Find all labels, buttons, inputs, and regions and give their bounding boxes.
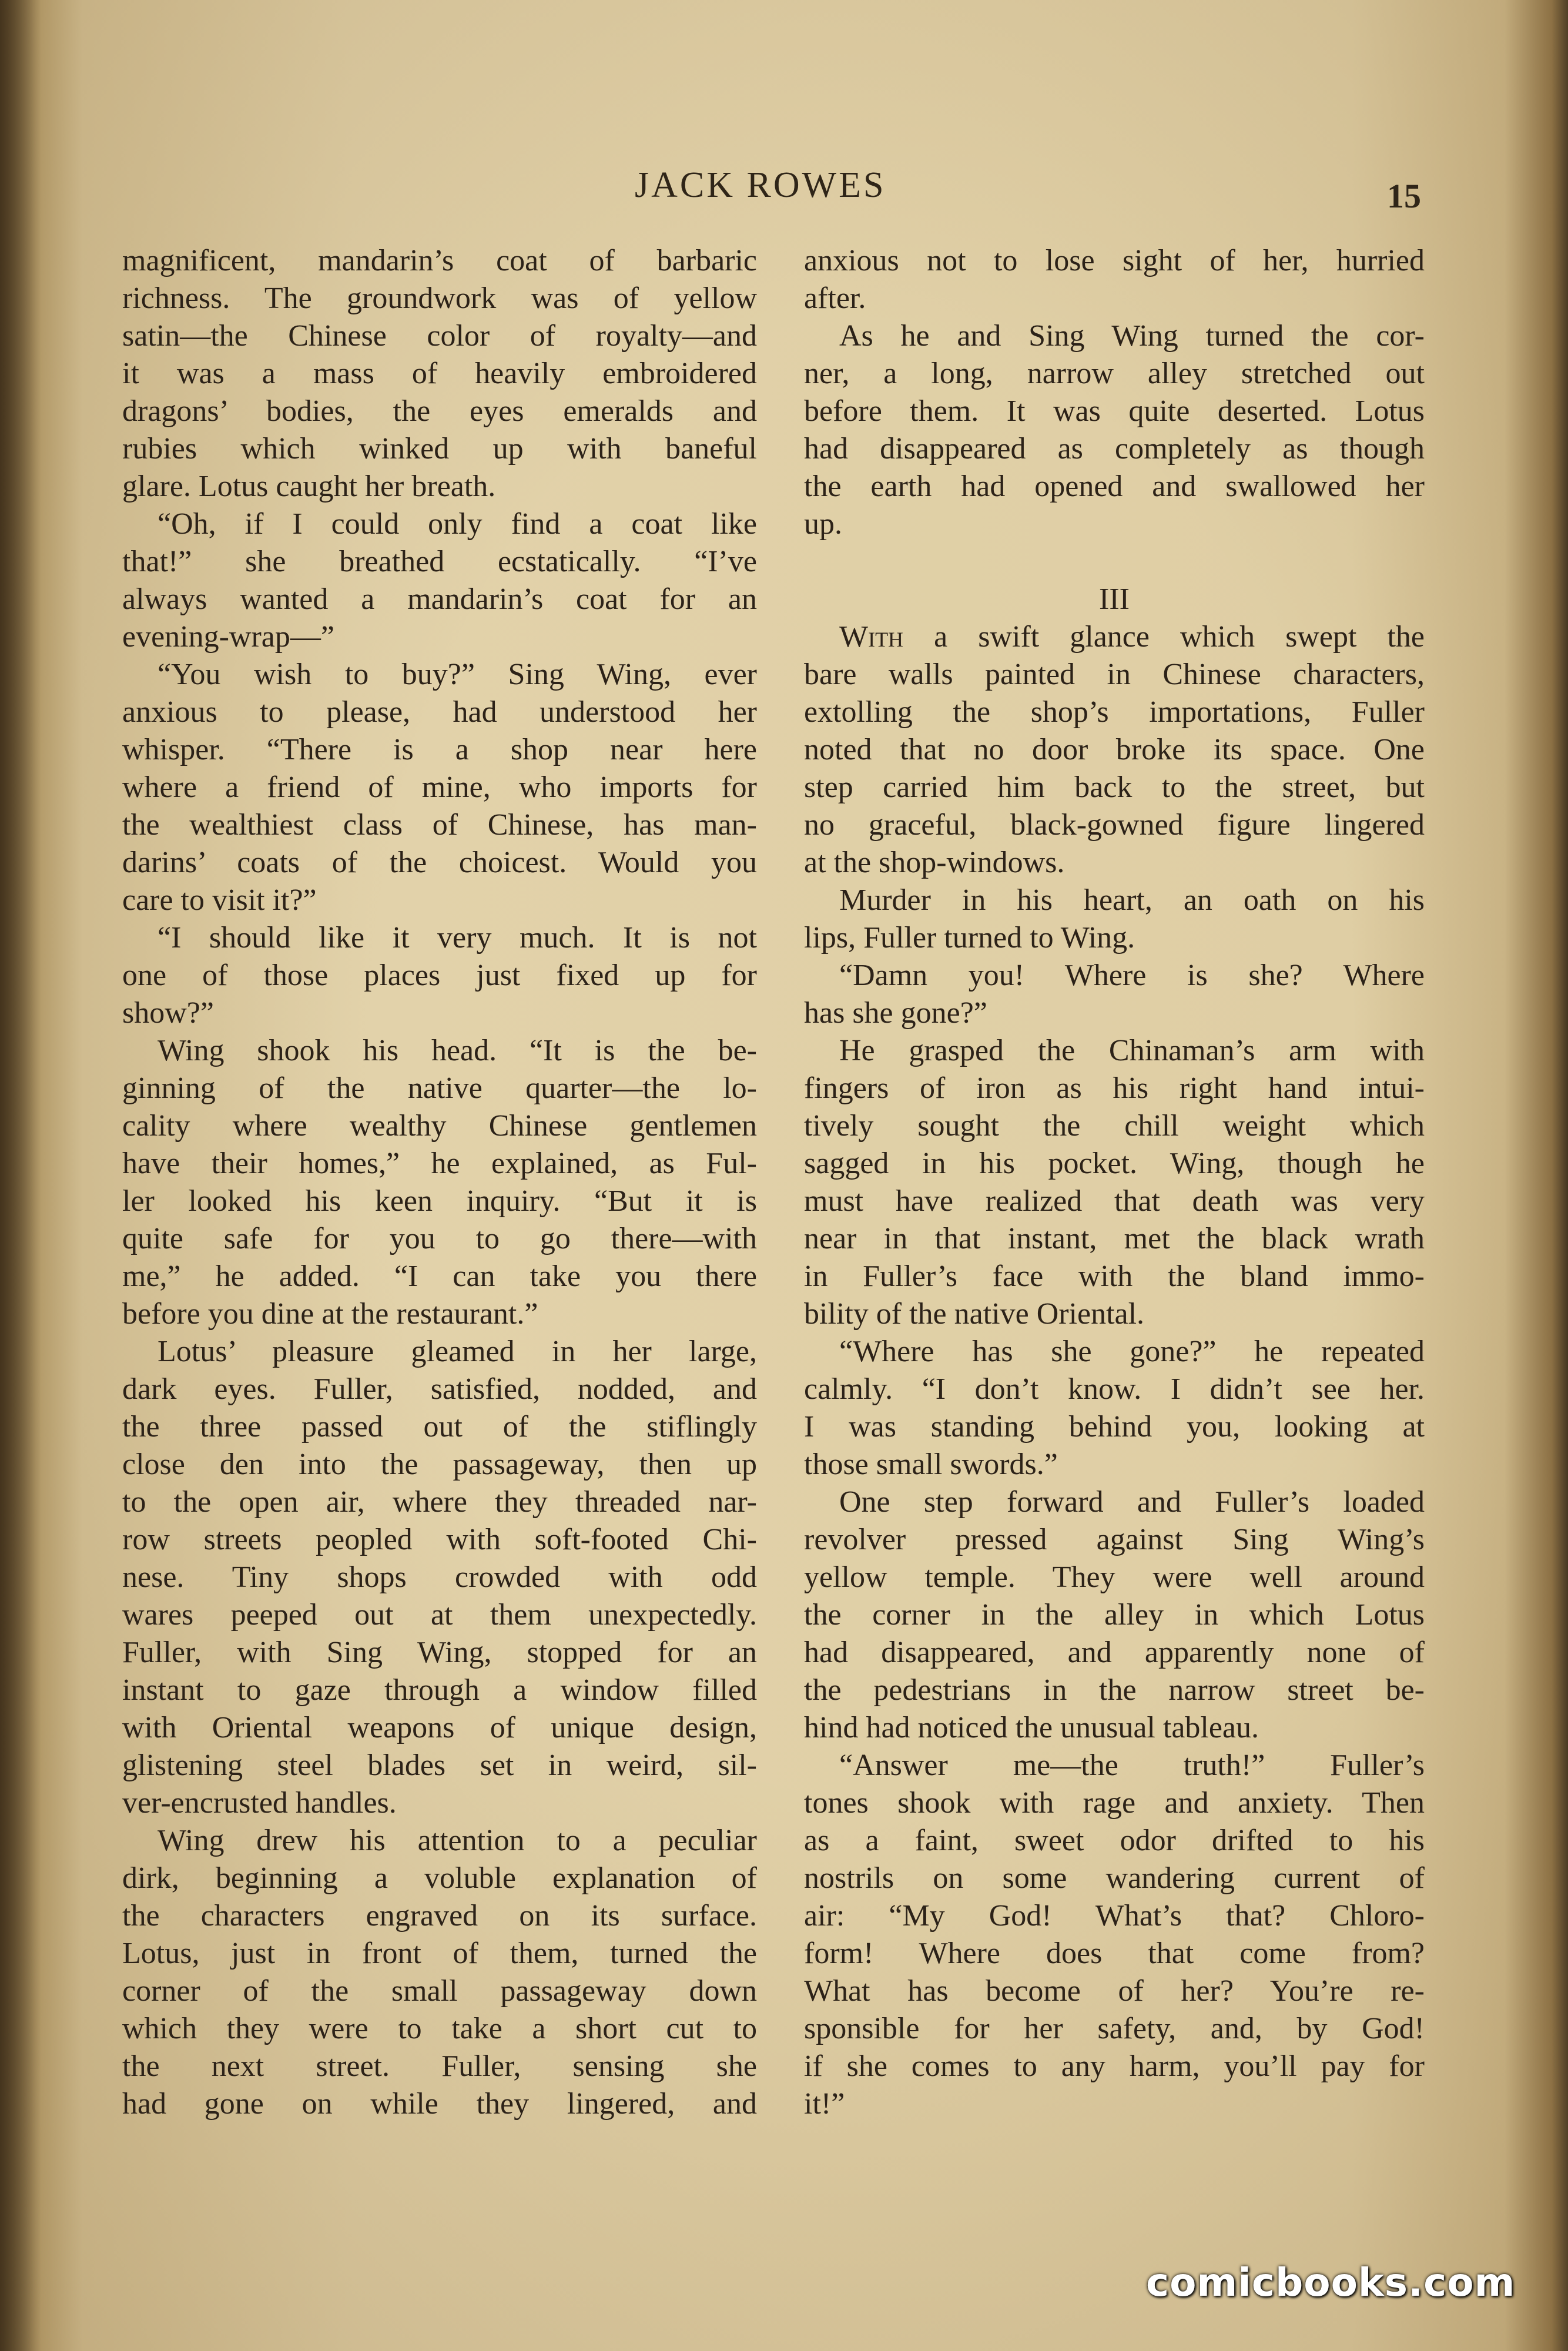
text-line: dark eyes. Fuller, satisfied, nodded, and (122, 1372, 757, 1406)
text-line: What has become of her? You’re re- (804, 1974, 1425, 2008)
text-line: “Damn you! Where is she? Where (839, 959, 1425, 992)
text-line: rubies which winked up with baneful (122, 432, 757, 465)
right-column-bottom (804, 656, 1425, 2123)
text-line: no graceful, black-gowned figure lingered (804, 808, 1425, 842)
text-line: ner, a long, narrow alley stretched out (804, 357, 1425, 390)
text-line: whisper. “There is a shop near here (122, 733, 757, 766)
text-line: instant to gaze through a window filled (122, 1673, 757, 1707)
text-line: the pedestrians in the narrow street be- (804, 1673, 1425, 1707)
text-line: to the open air, where they threaded nar- (122, 1485, 757, 1519)
text-line: have their homes,” he explained, as Ful- (122, 1147, 757, 1180)
text-line: always wanted a mandarin’s coat for an (122, 582, 757, 616)
text-line: calmly. “I don’t know. I didn’t see her. (804, 1372, 1425, 1406)
watermark-logo: comicbooks.com (1146, 2260, 1516, 2305)
text-line: before you dine at the restaurant.” (122, 1297, 538, 1331)
text-line: air: “My God! What’s that? Chloro- (804, 1899, 1425, 1933)
text-line: the characters engraved on its surface. (122, 1899, 757, 1933)
text-line: the earth had opened and swallowed her (804, 470, 1425, 503)
right-column-top (804, 242, 1425, 543)
text-line: show?” (122, 996, 214, 1030)
text-line: One step forward and Fuller’s loaded (839, 1485, 1425, 1519)
text-line: the wealthiest class of Chinese, has man- (122, 808, 757, 842)
text-line: in Fuller’s face with the bland immo- (804, 1260, 1425, 1293)
text-line: after. (804, 282, 866, 315)
text-line: row streets peopled with soft-footed Chi- (122, 1523, 757, 1556)
text-line: “I should like it very much. It is not (158, 921, 757, 955)
text-line: anxious to please, had understood her (122, 695, 757, 729)
text-line: Wing drew his attention to a peculiar (158, 1824, 757, 1857)
text-line: magnificent, mandarin’s coat of barbaric (122, 244, 757, 277)
page-header (0, 165, 1568, 215)
text-line: dirk, beginning a voluble explanation of (122, 1861, 757, 1895)
text-line: Murder in his heart, an oath on his (839, 883, 1425, 917)
right-column (804, 242, 1425, 2123)
text-line: “You wish to buy?” Sing Wing, ever (158, 658, 757, 691)
text-line: “Answer me—the truth!” Fuller’s (839, 1749, 1425, 1782)
text-line: hind had noticed the unusual tableau. (804, 1711, 1259, 1744)
text-line: close den into the passageway, then up (122, 1448, 757, 1481)
text-line: must have realized that death was very (804, 1184, 1425, 1218)
text-line: sponsible for her safety, and, by God! (804, 2012, 1425, 2045)
text-line: anxious not to lose sight of her, hurried (804, 244, 1425, 277)
text-line: with Oriental weapons of unique design, (122, 1711, 757, 1744)
text-line: cality where wealthy Chinese gentlemen (122, 1109, 757, 1143)
text-line: the three passed out of the stiflingly (122, 1410, 757, 1444)
text-line: step carried him back to the street, but (804, 771, 1425, 804)
text-line: before them. It was quite deserted. Lotus (804, 394, 1425, 428)
text-line: tively sought the chill weight which (804, 1109, 1425, 1143)
text-line: ler looked his keen inquiry. “But it is (122, 1184, 757, 1218)
text-line: had disappeared as completely as though (804, 432, 1425, 465)
text-line: evening-wrap—” (122, 620, 334, 654)
text-line: where a friend of mine, who imports for (122, 771, 757, 804)
text-line: darins’ coats of the choicest. Would you (122, 846, 757, 879)
text-line: glistening steel blades set in weird, sil- (122, 1749, 757, 1782)
text-line: ginning of the native quarter—the lo- (122, 1071, 757, 1105)
text-line: tones shook with rage and anxiety. Then (804, 1786, 1425, 1820)
text-line: “Oh, if I could only find a coat like (158, 507, 757, 541)
text-line: bility of the native Oriental. (804, 1297, 1145, 1331)
text-line: as a faint, sweet odor drifted to his (804, 1824, 1425, 1857)
text-line: the corner in the alley in which Lotus (804, 1598, 1425, 1632)
text-line: fingers of iron as his right hand intui- (804, 1071, 1425, 1105)
text-line: it was a mass of heavily embroidered (122, 357, 757, 390)
text-line: He grasped the Chinaman’s arm with (839, 1034, 1425, 1067)
text-line: which they were to take a short cut to (122, 2012, 757, 2045)
section-heading: III (1099, 582, 1130, 616)
text-line: the next street. Fuller, sensing she (122, 2049, 757, 2083)
text-line: revolver pressed against Sing Wing’s (804, 1523, 1425, 1556)
text-line: bare walls painted in Chinese characters, (804, 658, 1425, 691)
text-line: wares peeped out at them unexpectedly. (122, 1598, 757, 1632)
text-line: As he and Sing Wing turned the cor- (839, 319, 1425, 353)
text-line: Lotus’ pleasure gleamed in her large, (158, 1335, 757, 1368)
running-head: JACK ROWES (635, 165, 886, 205)
text-line: me,” he added. “I can take you there (122, 1260, 757, 1293)
text-line: that!” she breathed ecstatically. “I’ve (122, 545, 757, 578)
text-line: sagged in his pocket. Wing, though he (804, 1147, 1425, 1180)
text-line: corner of the small passageway down (122, 1974, 757, 2008)
text-line: richness. The groundwork was of yellow (122, 282, 757, 315)
text-line: “Where has she gone?” he repeated (839, 1335, 1425, 1368)
text-line: had gone on while they lingered, and (122, 2087, 757, 2121)
text-line: dragons’ bodies, the eyes emeralds and (122, 394, 757, 428)
text-line: glare. Lotus caught her breath. (122, 470, 496, 503)
text-line: form! Where does that come from? (804, 1937, 1425, 1970)
text-line: I was standing behind you, looking at (804, 1410, 1425, 1444)
text-line: quite safe for you to go there—with (122, 1222, 757, 1255)
text-line: had disappeared, and apparently none of (804, 1636, 1425, 1669)
text-line: at the shop-windows. (804, 846, 1065, 879)
text-line: it!” (804, 2087, 845, 2121)
text-line: Fuller, with Sing Wing, stopped for an (122, 1636, 757, 1669)
text-line: Lotus, just in front of them, turned the (122, 1937, 757, 1970)
text-line: yellow temple. They were well around (804, 1560, 1425, 1594)
text-line: lips, Fuller turned to Wing. (804, 921, 1135, 955)
text-line: care to visit it?” (122, 883, 317, 917)
drop-word: With (839, 620, 904, 654)
text-line: has she gone?” (804, 996, 987, 1030)
text-line: nese. Tiny shops crowded with odd (122, 1560, 757, 1594)
text-line: Wing shook his head. “It is the be- (158, 1034, 757, 1067)
section-first-line (804, 618, 1425, 656)
first-line-rest: a swift glance which swept the (903, 620, 1425, 654)
text-line: extolling the shop’s importations, Fuller (804, 695, 1425, 729)
text-line: near in that instant, met the black wrath (804, 1222, 1425, 1255)
text-line: those small swords.” (804, 1448, 1058, 1481)
text-line: ver-encrusted handles. (122, 1786, 397, 1820)
text-line: nostrils on some wandering current of (804, 1861, 1425, 1895)
text-line: up. (804, 507, 842, 541)
gutter-shadow (0, 0, 41, 2351)
left-column (122, 242, 757, 2123)
text-line: one of those places just fixed up for (122, 959, 757, 992)
text-line: noted that no door broke its space. One (804, 733, 1425, 766)
text-line: satin—the Chinese color of royalty—and (122, 319, 757, 353)
page-number: 15 (1387, 177, 1421, 215)
text-line: if she comes to any harm, you’ll pay for (804, 2049, 1425, 2083)
